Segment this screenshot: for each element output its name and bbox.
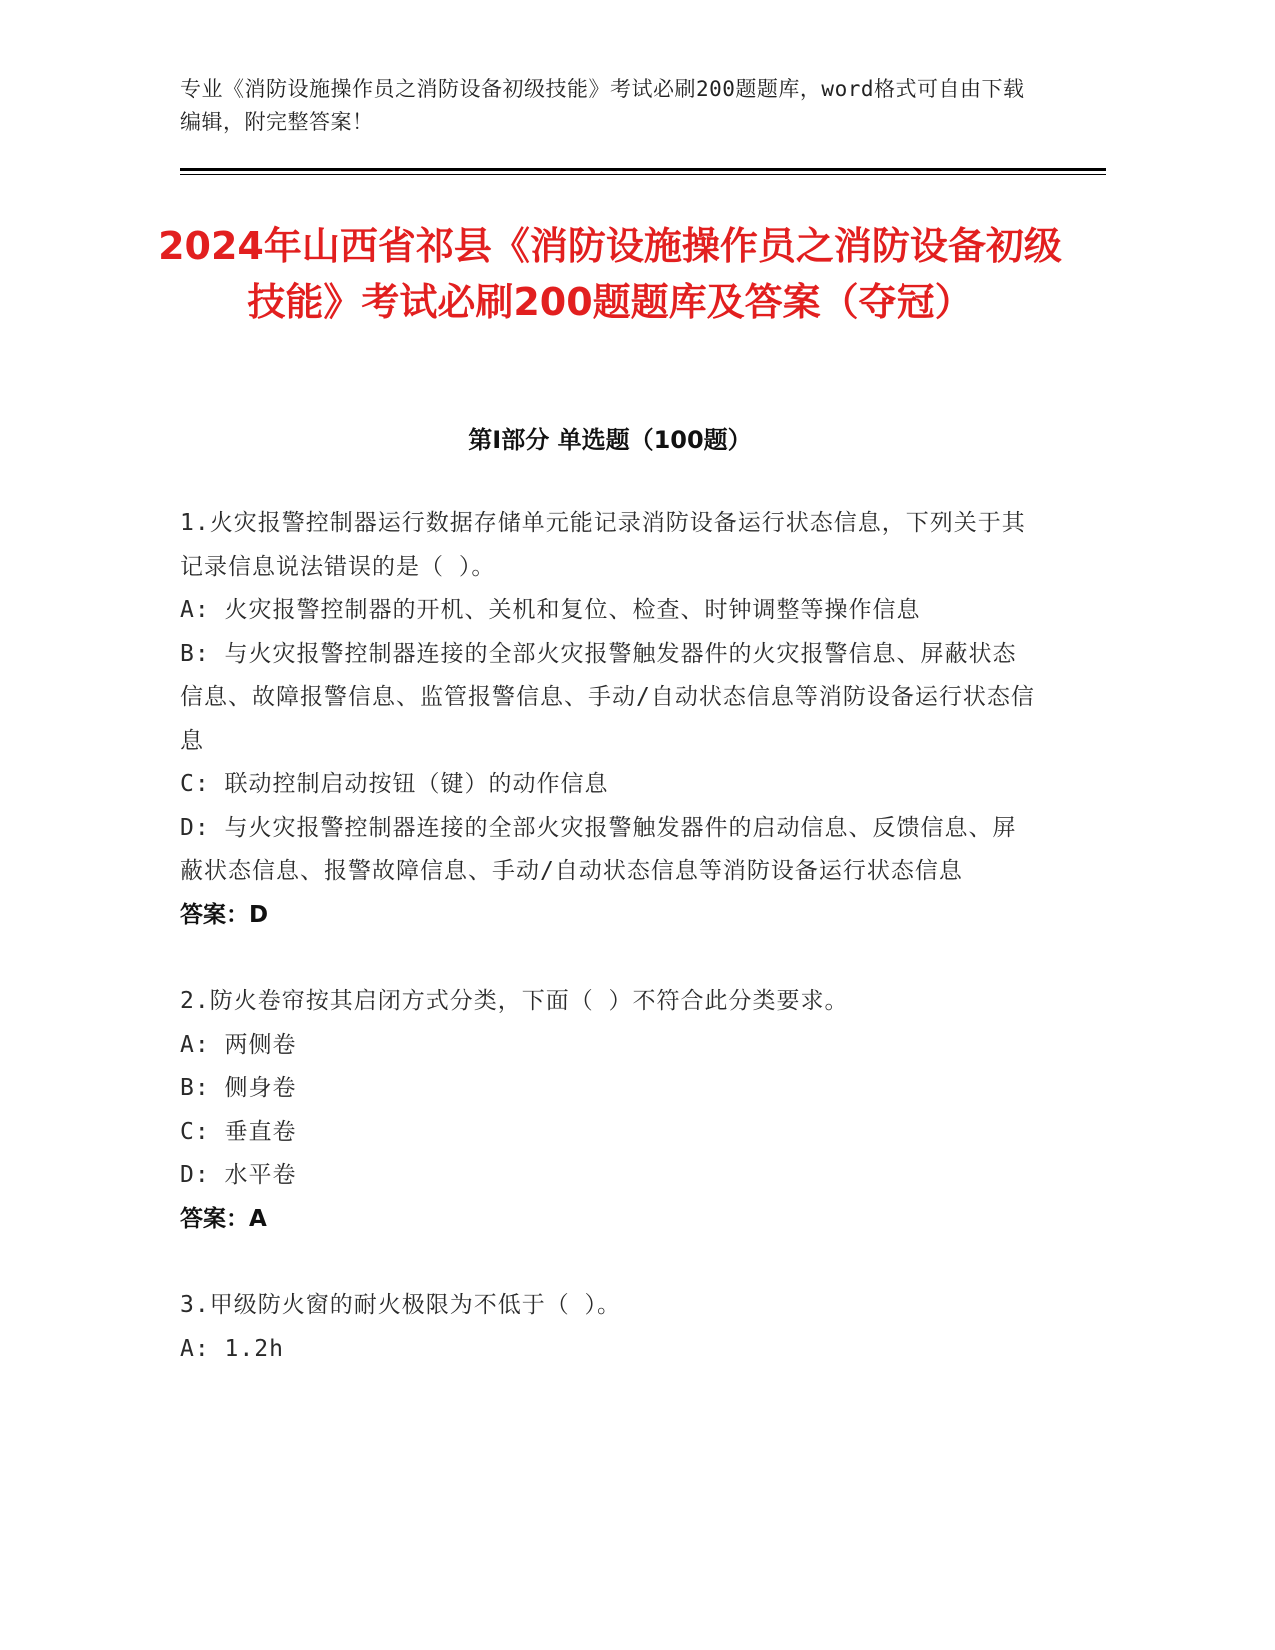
question-spacer <box>180 1241 1040 1284</box>
question-spacer <box>180 937 1040 980</box>
question-stem: 1.火灾报警控制器运行数据存储单元能记录消防设备运行状态信息，下列关于其记录信息说法错误的是（ ）。 <box>180 510 1026 580</box>
option-c: C: 垂直卷 <box>180 1118 297 1145</box>
option-b: B: 侧身卷 <box>180 1075 297 1101</box>
section-title: 第I部分 单选题（100题） <box>468 426 752 454</box>
header-divider-thick <box>180 168 1106 171</box>
option-c: C: 联动控制启动按钮（键）的动作信息 <box>180 771 609 797</box>
answer: 答案：D <box>180 901 269 928</box>
document-title: 2024年山西省祁县《消防设施操作员之消防设备初级技能》考试必刷200题题库及答案（夺冠） <box>158 224 1062 324</box>
header-note: 专业《消防设施操作员之消防设备初级技能》考试必刷200题题库，word格式可自由下载编辑，附完整答案！ <box>180 77 1025 134</box>
question-stem: 3.甲级防火窗的耐火极限为不低于（ ）。 <box>180 1292 622 1318</box>
question-3 <box>180 1284 1040 1371</box>
question-2 <box>180 980 1040 1241</box>
question-list <box>180 502 1040 1371</box>
option-d: D: 水平卷 <box>180 1162 297 1188</box>
answer: 答案：A <box>180 1205 267 1232</box>
question-stem: 2.防火卷帘按其启闭方式分类，下面（ ）不符合此分类要求。 <box>180 988 849 1014</box>
header-divider-thin <box>180 174 1106 175</box>
option-d: D: 与火灾报警控制器连接的全部火灾报警触发器件的启动信息、反馈信息、屏蔽状态信息、报警故障信息、手动/自动状态信息等消防设备运行状态信息 <box>180 814 1017 884</box>
option-a: A: 火灾报警控制器的开机、关机和复位、检查、时钟调整等操作信息 <box>180 597 921 623</box>
question-1 <box>180 502 1040 937</box>
option-a: A: 1.2h <box>180 1335 284 1362</box>
option-b: B: 与火灾报警控制器连接的全部火灾报警触发器件的火灾报警信息、屏蔽状态信息、故障报警信息、监管报警信息、手动/自动状态信息等消防设备运行状态信息 <box>180 640 1035 754</box>
option-a: A: 两侧卷 <box>180 1031 297 1058</box>
